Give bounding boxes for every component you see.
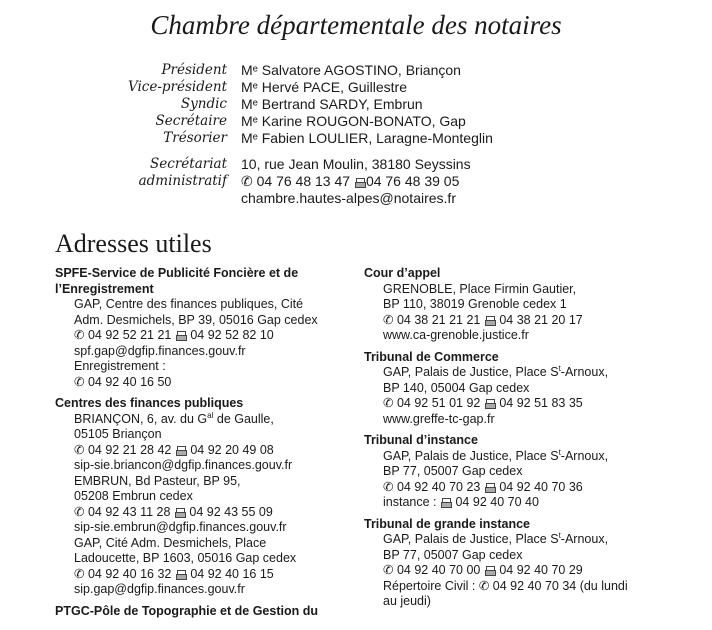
website-link[interactable]: www.greffe-tc-gap.fr	[383, 411, 495, 426]
contact-line	[74, 567, 355, 583]
officer-row	[0, 62, 712, 79]
officer-role: Secrétaire	[155, 113, 227, 129]
entry-title	[55, 266, 355, 297]
officer-name: Mᵉ Hervé PACE, Guillestre	[241, 79, 407, 95]
address-line: BP 77, 05007 Gap cedex	[383, 547, 523, 562]
address-line: 05105 Briançon	[74, 427, 162, 441]
phone-number: ✆ 04 92 40 70 23	[383, 479, 481, 494]
fax-icon	[176, 570, 186, 579]
secretariat-label-line1: Secrétariat	[150, 156, 227, 172]
address-line	[74, 412, 355, 428]
contact-line	[383, 495, 664, 511]
entry-title: Cour d’appel	[364, 266, 441, 280]
superscript: t	[558, 530, 561, 540]
phone-number: ✆ 04 92 21 28 42	[74, 442, 172, 457]
civil-registry-line: Répertoire Civil : ✆ 04 92 40 70 34 (du lundi	[383, 578, 628, 593]
fax-number: 04 92 40 16 15	[190, 566, 274, 581]
secretariat-phone: ✆ 04 76 48 13 47	[241, 173, 351, 189]
phone-number: ✆ 04 92 43 11 28	[74, 504, 171, 519]
entry-title-line: l’Enregistrement	[55, 281, 154, 296]
address-part: BRIANÇON, 6, av. du G	[74, 411, 208, 426]
officer-row	[0, 96, 712, 113]
entry-body	[55, 297, 355, 390]
address-line: GAP, Centre des finances publiques, Cité	[74, 297, 304, 311]
superscript: t	[558, 447, 561, 457]
email-link[interactable]: sip.gap@dgfip.finances.gouv.fr	[74, 582, 245, 596]
fax-icon	[355, 178, 365, 187]
address-part: -Arnoux,	[560, 532, 609, 546]
address-line: BP 77, 05007 Gap cedex	[383, 464, 523, 478]
officer-name: Mᵉ Karine ROUGON-BONATO, Gap	[241, 113, 466, 129]
contact-line	[383, 313, 664, 329]
fax-number: 04 92 40 70 29	[499, 563, 583, 577]
secretariat-contact	[241, 173, 471, 190]
contact-line	[74, 328, 355, 344]
entry-ptgc	[55, 604, 355, 620]
entry-title: Tribunal de grande instance	[364, 516, 531, 531]
address-line	[383, 532, 664, 548]
entry-title: PTGC-Pôle de Topographie et de Gestion du	[55, 603, 318, 618]
contact-line	[383, 480, 664, 496]
fax-icon	[485, 399, 495, 408]
address-part: GAP, Palais de Justice, Place S	[383, 532, 559, 546]
entry-tribunal-instance	[364, 433, 664, 511]
secretariat-fax: 04 76 48 39 05	[365, 173, 460, 189]
entry-body	[364, 365, 664, 427]
civil-registry-line: au jeudi)	[383, 594, 431, 608]
address-line: Adm. Desmichels, BP 39, 05016 Gap cedex	[74, 312, 318, 327]
address-line	[383, 365, 664, 381]
address-part: GAP, Palais de Justice, Place S	[383, 365, 559, 379]
entry-tribunal-commerce	[364, 350, 664, 428]
secretariat-details	[241, 156, 471, 207]
officer-role: Vice-président	[127, 79, 227, 95]
address-line: EMBRUN, Bd Pasteur, BP 95,	[74, 473, 241, 488]
secretariat-label-line2: administratif	[138, 173, 227, 189]
entry-spfe	[55, 266, 355, 390]
contact-line	[383, 396, 664, 412]
email-link[interactable]: sip-sie.embrun@dgfip.finances.gouv.fr	[74, 520, 287, 534]
phone-number: ✆ 04 92 52 21 21	[74, 328, 172, 342]
website-link[interactable]: www.ca-grenoble.justice.fr	[383, 328, 529, 342]
address-line: BP 110, 38019 Grenoble cedex 1	[383, 297, 567, 311]
address-line: Ladoucette, BP 1603, 05016 Gap cedex	[74, 551, 297, 565]
sub-label: instance :	[383, 495, 437, 509]
contact-line	[74, 505, 355, 521]
fax-number: 04 92 52 82 10	[190, 328, 274, 342]
address-part: -Arnoux,	[560, 365, 609, 379]
secretariat-label	[139, 156, 227, 190]
entry-body	[55, 412, 355, 598]
fax-icon	[485, 483, 495, 492]
officer-name: Mᵉ Salvatore AGOSTINO, Briançon	[241, 62, 461, 78]
entry-body	[364, 282, 664, 344]
address-line: GAP, Cité Adm. Desmichels, Place	[74, 535, 267, 550]
address-line: GRENOBLE, Place Firmin Gautier,	[383, 281, 577, 296]
page-title: Chambre départementale des notaires	[150, 10, 562, 40]
secretariat-email[interactable]: chambre.hautes-alpes@notaires.fr	[241, 190, 456, 206]
fax-icon	[175, 508, 185, 517]
address-line	[383, 449, 664, 465]
phone-number: ✆ 04 92 40 16 50	[74, 374, 172, 389]
entry-title-line: SPFE-Service de Publicité Foncière et de	[55, 266, 299, 280]
entry-title: Tribunal d’instance	[364, 433, 478, 447]
officer-name: Mᵉ Fabien LOULIER, Laragne-Monteglin	[241, 130, 493, 146]
address-part: -Arnoux,	[560, 448, 609, 463]
fax-number: 04 92 43 55 09	[189, 504, 273, 519]
entry-body	[364, 449, 664, 511]
phone-number: ✆ 04 92 51 01 92	[383, 396, 481, 410]
entry-tribunal-grande-instance	[364, 517, 664, 610]
fax-number: 04 92 40 70 40	[455, 495, 539, 509]
officer-role: Président	[161, 62, 227, 78]
officer-role: Trésorier	[163, 130, 227, 146]
phone-number: ✆ 04 92 40 70 00	[383, 563, 481, 577]
fax-icon	[485, 566, 495, 575]
phone-number: ✆ 04 92 40 16 32	[74, 566, 172, 581]
officer-role: Syndic	[180, 96, 227, 112]
address-part: GAP, Palais de Justice, Place S	[383, 448, 559, 463]
sub-label: Enregistrement :	[74, 359, 166, 373]
officer-name: Mᵉ Bertrand SARDY, Embrun	[241, 96, 423, 112]
email-link[interactable]: sip-sie.briancon@dgfip.finances.gouv.fr	[74, 458, 293, 472]
address-line: 05208 Embrun cedex	[74, 489, 193, 503]
secretariat-address: 10, rue Jean Moulin, 38180 Seyssins	[241, 156, 471, 172]
fax-icon	[176, 446, 186, 455]
entry-body	[364, 532, 664, 610]
officer-row	[0, 113, 712, 130]
fax-number: 04 92 51 83 35	[499, 396, 583, 410]
fax-icon	[485, 316, 495, 325]
entry-centres-finances	[55, 396, 355, 598]
right-column	[364, 266, 664, 616]
officer-row	[0, 79, 712, 96]
fax-icon	[176, 331, 186, 340]
fax-number: 04 92 20 49 08	[190, 442, 274, 457]
officer-row	[0, 130, 712, 147]
section-title: Adresses utiles	[55, 229, 212, 258]
fax-icon	[441, 498, 451, 507]
fax-number: 04 92 40 70 36	[499, 479, 583, 494]
fax-number: 04 38 21 20 17	[499, 312, 583, 327]
entry-title: Tribunal de Commerce	[364, 349, 499, 364]
superscript: al	[207, 410, 214, 420]
phone-number: ✆ 04 38 21 21 21	[383, 312, 481, 327]
superscript: t	[558, 363, 561, 373]
address-line: BP 140, 05004 Gap cedex	[383, 380, 530, 395]
left-column	[55, 266, 355, 625]
contact-line	[74, 443, 355, 459]
contact-line	[383, 563, 664, 579]
entry-title: Centres des finances publiques	[55, 396, 244, 410]
email-link[interactable]: spf.gap@dgfip.finances.gouv.fr	[74, 343, 246, 358]
entry-cour-appel	[364, 266, 664, 344]
officers-list	[0, 62, 712, 147]
address-part: de Gaulle,	[213, 411, 274, 426]
